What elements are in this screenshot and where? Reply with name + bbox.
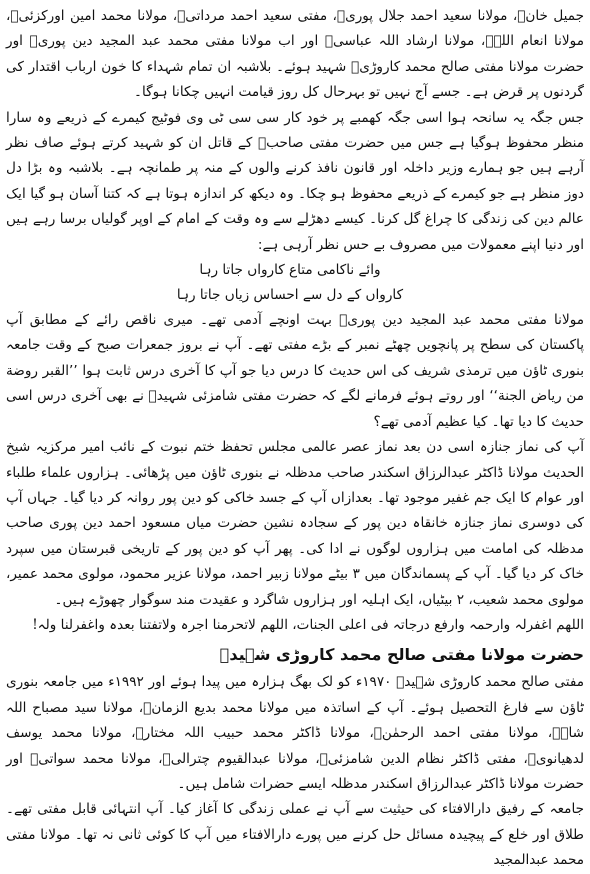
verse-line-1: وائے ناکامی متاع کارواں جاتا رہا xyxy=(199,262,381,279)
section-heading: حضرت مولانا مفتی صالح محمد کاروڑی شہیدؒ xyxy=(219,645,584,665)
verse-line-2: کارواں کے دل سے احساس زیاں جاتا رہا xyxy=(176,287,404,304)
dua-text: اللھم اغفرلہ وارحمہ وارفع درجاتہ فی اعلی الجنات، اللھم لاتحرمنا اجرہ ولاتفتنا بعدہ واغفرلنا ولہ! xyxy=(32,616,584,633)
paragraph-funeral: آپ کی نماز جنازہ اسی دن بعد نماز عصر عالمی مجلس تحفظ ختم نبوت کے نائب امیر مرکزیہ شیخ الحدیث مولانا ڈاکٹر عبدالرزاق اسکندر صاحب مدظلہ نے بنوری ٹاؤن میں پڑھائی۔ ہزاروں علماء طلباء اور عوام کا ایک جم غفیر موجود تھا۔ بعدازاں آپ کے جسد خاکی کو دین پور روانہ کر دیا گیا۔ جہاں آپ کی دوسری نماز جنازہ خانقاہ دین پور کے سجادہ نشین حضرت میاں مسعود احمد دین پوری صاحب مدظلہ کی امامت میں ہزاروں لوگوں نے ادا کی۔ پھر آپ کو دین پور کے تاریخی قبرستان میں سپرد خاک کر دیا گیا۔ آپ کے پسماندگان میں ۳ بیٹے مولانا زبیر احمد، مولانا عزیر محمود، مولوی محمد عمیر، مولوی محمد شعیب، ۲ بیٹیاں، ایک اہلیہ اور ہزاروں شاگرد و عقیدت مند سوگوار چھوڑے ہیں۔ xyxy=(6,439,584,608)
article-page xyxy=(6,4,584,869)
paragraph-martyrs: جمیل خانؒ، مولانا سعید احمد جلال پوریؒ، مفتی سعید احمد مرداتیؒ، مولانا محمد امین اورکزئیؒ، مولانا انعام اللہؒ، مولانا ارشاد اللہ عباسیؒ اور اب مولانا مفتی محمد عبد المجید دین پوریؒ اور حضرت مولانا مفتی صالح محمد کاروڑیؒ شہید ہوئے۔ بلاشبہ ان تمام شہداء کا خون ارباب اقتدار کی گردنوں پر قرض ہے۔ جسے آج نہیں تو بہرحال کل روز قیامت انہیں چکانا ہوگا۔ xyxy=(6,8,584,101)
paragraph-darulifta: جامعہ کے رفیق دارالافتاء کی حیثیت سے آپ نے عملی زندگی کا آغاز کیا۔ آپ انتہائی قابل مفتی تھے۔ طلاق اور خلع کے پیچیدہ مسائل حل کرنے میں پورے دارالافتاء میں آپ کا کوئی ثانی نہ تھا۔ مولانا مفتی محمد عبدالمجید xyxy=(6,801,584,869)
paragraph-mufti-deenpuri: مولانا مفتی محمد عبد المجید دین پوریؒ بہت اونچے آدمی تھے۔ میری ناقص رائے کے مطابق آپ پاکستان کی سطح پر پانچویں چھٹے نمبر کے بڑے مفتی تھے۔ آپ نے بروز جمعرات صبح کے وقت جامعہ بنوری ٹاؤن میں ترمذی شریف کی اس حدیث کا درس دیا جو آپ کا آخری درس ثابت ہوا ’’القبر روضة من رياض الجنة‘‘ اور روتے ہوئے فرمانے لگے کہ حضرت مفتی شامزئی شہیدؒ نے بھی آخری درس اسی حدیث کا دیا تھا۔ کیا عظیم آدمی تھے؟ xyxy=(6,312,584,430)
paragraph-biography: مفتی صالح محمد کاروڑی شہیدؒ ۱۹۷۰ء کو لک بھگ ہزارہ میں پیدا ہوئے اور ۱۹۹۲ء میں جامعہ بنوری ٹاؤن سے فارغ التحصیل ہوئے۔ آپ کے اساتذہ میں مولانا محمد بدیع الزمانؒ، مولانا سید مصباح اللہ شاہؒ، مولانا مفتی احمد الرحمٰنؒ، مولانا ڈاکٹر محمد حبیب اللہ مختارؒ، مولانا محمد یوسف لدھیانویؒ، مفتی ڈاکٹر نظام الدین شامزئیؒ، مولانا عبدالقیوم چترالیؒ، مولانا محمد سواتیؒ اور حضرت مولانا ڈاکٹر عبدالرزاق اسکندر مدظلہ ایسے حضرات شامل ہیں۔ xyxy=(6,674,584,792)
paragraph-cctv: جس جگہ یہ سانحہ ہوا اسی جگہ کھمبے پر خود کار سی سی ٹی وی فوٹیج کیمرے کے ذریعے وہ سارا منظر محفوظ ہوگیا ہے جس میں حضرت مفتی صاحبؒ کے قاتل ان کو شہید کرتے ہوئے صاف نظر آرہے ہیں جو ہمارے وزیر داخلہ اور قانون نافذ کرنے والوں کے منہ پر طمانچہ ہے۔ بلاشبہ وہ بڑا دل دوز منظر ہے جو کیمرے کے ذریعے محفوظ ہو چکا۔ وہ دیکھ کر اندازہ ہوتا ہے کہ کتنا آسان ہو گیا ایک عالم دین کی زندگی کا چراغ گل کرنا۔ کیسے دھڑلے سے وہ وقت کے امام کے اوپر گولیاں برسا رہے ہیں اور دنیا اپنے معمولات میں مصروف بے حس نظر آرہی ہے: xyxy=(6,109,584,253)
poetry-verse xyxy=(6,258,584,308)
